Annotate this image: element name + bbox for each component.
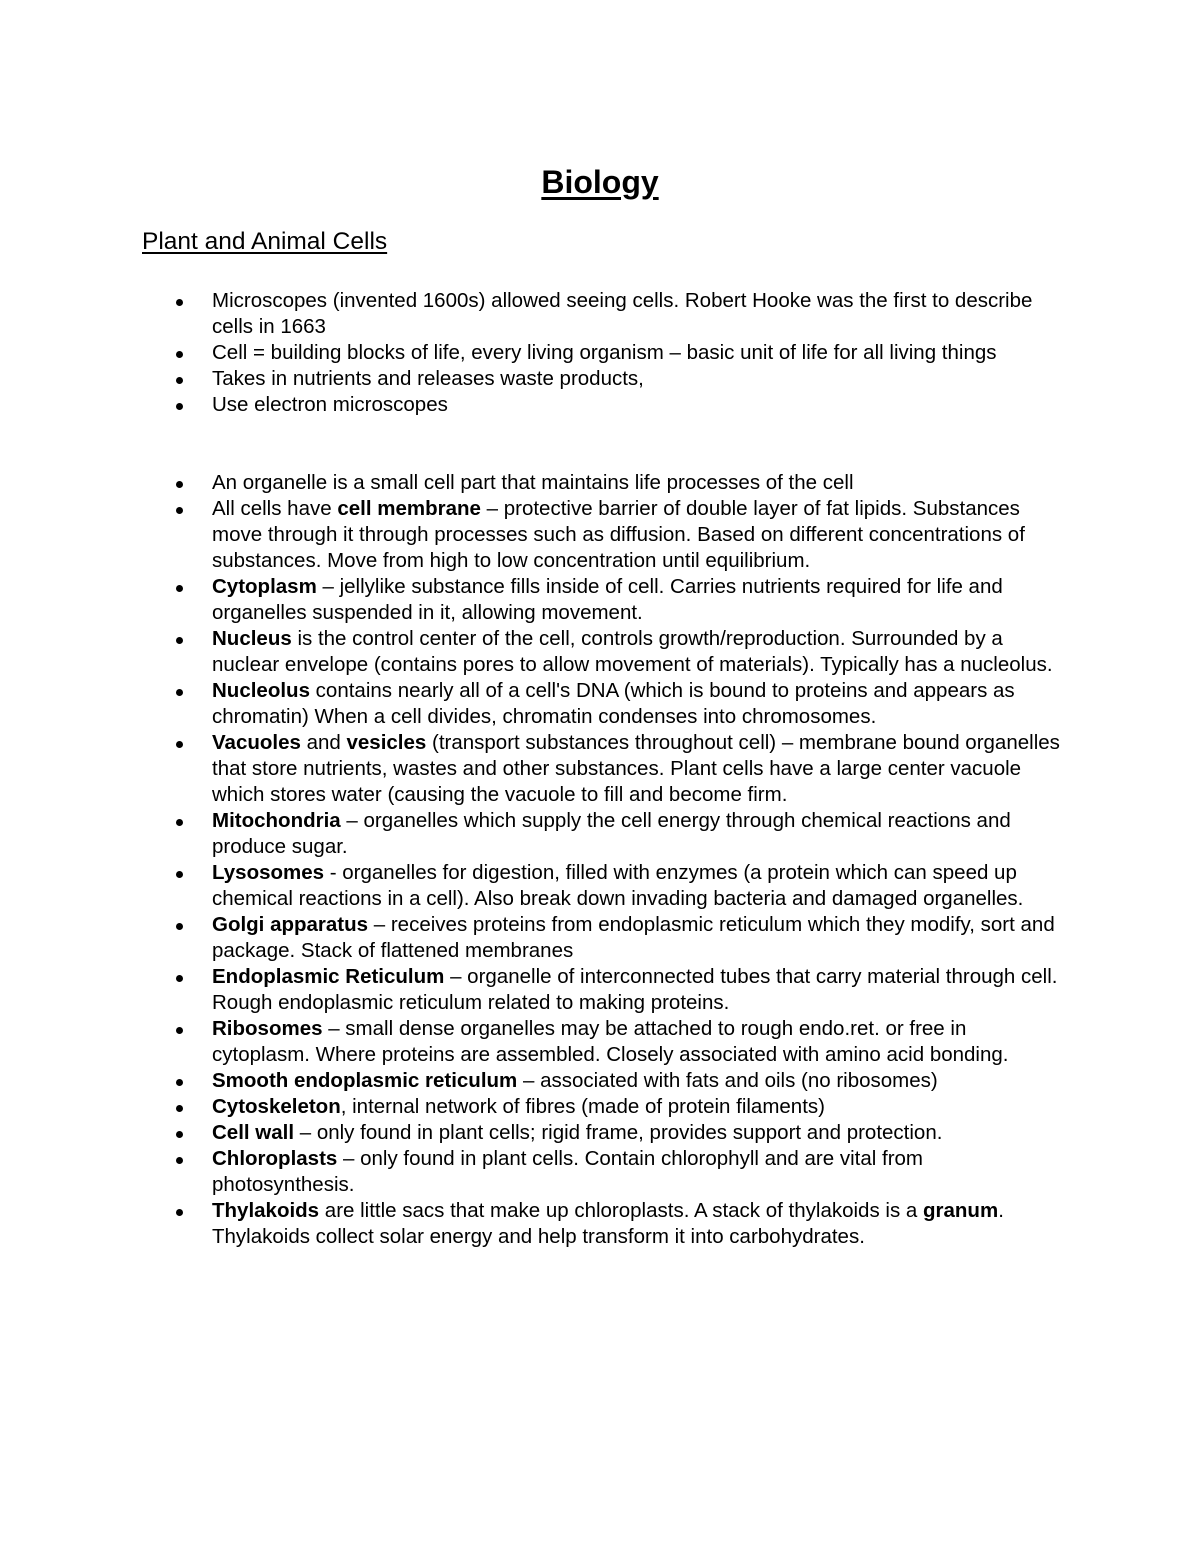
list-item: [0, 1120, 1200, 1146]
list-item: [0, 964, 1200, 1016]
term-mitochondria: Mitochondria: [212, 809, 341, 832]
item-text: – only found in plant cells. Contain chlorophyll and are vital from photosynthesis.: [212, 1147, 924, 1196]
item-text: – organelles which supply the cell energy through chemical reactions and produce sugar.: [212, 809, 1011, 858]
term-granum: granum: [923, 1199, 999, 1222]
term-thylakoids: Thylakoids: [212, 1199, 320, 1222]
term-vesicles: vesicles: [346, 731, 427, 754]
item-text: , internal network of fibres (made of protein filaments): [340, 1095, 825, 1118]
list-item: [0, 678, 1200, 730]
list-item: [0, 860, 1200, 912]
item-text: Takes in nutrients and releases waste products,: [212, 367, 644, 390]
term-lysosomes: Lysosomes: [212, 861, 325, 884]
bullet-icon: [176, 637, 183, 644]
term-cell-membrane: cell membrane: [337, 497, 481, 520]
item-text: – only found in plant cells; rigid frame, provides support and protection.: [294, 1121, 943, 1144]
item-text: contains nearly all of a cell's DNA (which is bound to proteins and appears as chromatin) When a cell divides, chromatin condenses into chromosomes.: [212, 679, 1015, 728]
list-item: [0, 912, 1200, 964]
bullet-icon: [176, 975, 183, 982]
item-text: – small dense organelles may be attached to rough endo.ret. or free in cytoplasm. Where proteins are assembled. Closely associated with amino acid bonding.: [212, 1017, 1009, 1066]
term-cytoskeleton: Cytoskeleton: [212, 1095, 341, 1118]
item-text: – receives proteins from endoplasmic reticulum which they modify, sort and package. Stack of flattened membranes: [212, 913, 1055, 962]
bullet-icon: [176, 1209, 183, 1216]
bullet-icon: [176, 403, 183, 410]
bullet-icon: [176, 819, 183, 826]
item-text: Cell = building blocks of life, every living organism – basic unit of life for all living things: [212, 341, 997, 364]
item-text: are little sacs that make up chloroplasts. A stack of thylakoids is a: [319, 1199, 923, 1222]
item-text: – jellylike substance fills inside of cell. Carries nutrients required for life and organelles suspended in it, allowing movement.: [212, 575, 1003, 624]
term-ribosomes: Ribosomes: [212, 1017, 323, 1040]
item-text: An organelle is a small cell part that maintains life processes of the cell: [212, 471, 854, 494]
bullet-icon: [176, 585, 183, 592]
list-item: [0, 574, 1200, 626]
item-text: is the control center of the cell, controls growth/reproduction. Surrounded by a nuclear envelope (contains pores to allow movement of materials). Typically has a nucleolus.: [212, 627, 1053, 676]
item-text: Use electron microscopes: [212, 393, 448, 416]
list-item: [0, 470, 1200, 496]
item-text: - organelles for digestion, filled with enzymes (a protein which can speed up chemical reactions in a cell). Also break down invading bacteria and damaged organelles.: [212, 861, 1024, 910]
bullet-icon: [176, 1131, 183, 1138]
section-heading: Plant and Animal Cells: [142, 228, 388, 255]
bullet-icon: [176, 1157, 183, 1164]
bullet-list-organelles: [0, 470, 1200, 1250]
item-text: – organelle of interconnected tubes that carry material through cell. Rough endoplasmic reticulum related to making proteins.: [212, 965, 1058, 1014]
list-item: [0, 1016, 1200, 1068]
document-title: Biology: [541, 164, 659, 200]
item-text: and: [300, 731, 347, 754]
item-text: (transport substances throughout cell) – membrane bound organelles that store nutrients, wastes and other substances. Plant cells have a large center vacuole which stores water (causing the vacuole to fill and become firm.: [212, 731, 1060, 806]
bullet-icon: [176, 923, 183, 930]
term-chloroplasts: Chloroplasts: [212, 1147, 338, 1170]
bullet-icon: [176, 507, 183, 514]
term-vacuoles: Vacuoles: [212, 731, 301, 754]
term-cell-wall: Cell wall: [212, 1121, 295, 1144]
list-item: [0, 1094, 1200, 1120]
bullet-icon: [176, 1079, 183, 1086]
term-endoplasmic-reticulum: Endoplasmic Reticulum: [212, 965, 445, 988]
item-text: . Thylakoids collect solar energy and help transform it into carbohydrates.: [212, 1199, 1004, 1248]
list-item: [0, 626, 1200, 678]
bullet-icon: [176, 481, 183, 488]
term-nucleus: Nucleus: [212, 627, 292, 650]
list-item: [0, 808, 1200, 860]
list-item: [0, 340, 1200, 366]
item-text: All cells have: [212, 497, 338, 520]
bullet-icon: [176, 741, 183, 748]
list-item: [0, 1068, 1200, 1094]
list-item: [0, 730, 1200, 808]
bullet-list-intro: [0, 288, 1200, 418]
list-item: [0, 392, 1200, 418]
term-nucleolus: Nucleolus: [212, 679, 310, 702]
item-text: – associated with fats and oils (no ribosomes): [517, 1069, 938, 1092]
bullet-icon: [176, 1027, 183, 1034]
bullet-icon: [176, 299, 183, 306]
list-item: [0, 1198, 1200, 1250]
bullet-icon: [176, 1105, 183, 1112]
bullet-icon: [176, 871, 183, 878]
bullet-icon: [176, 351, 183, 358]
item-text: Microscopes (invented 1600s) allowed seeing cells. Robert Hooke was the first to describe cells in 1663: [212, 289, 1033, 338]
item-text: – protective barrier of double layer of fat lipids. Substances move through it through processes such as diffusion. Based on different concentrations of substances. Move from high to low concentration until equilibrium.: [212, 497, 1025, 572]
term-smooth-endoplasmic-reticulum: Smooth endoplasmic reticulum: [212, 1069, 518, 1092]
term-golgi-apparatus: Golgi apparatus: [212, 913, 369, 936]
bullet-icon: [176, 689, 183, 696]
bullet-icon: [176, 377, 183, 384]
list-item: [0, 366, 1200, 392]
list-item: [0, 1146, 1200, 1198]
list-item: [0, 288, 1200, 340]
term-cytoplasm: Cytoplasm: [212, 575, 317, 598]
list-item: [0, 496, 1200, 574]
